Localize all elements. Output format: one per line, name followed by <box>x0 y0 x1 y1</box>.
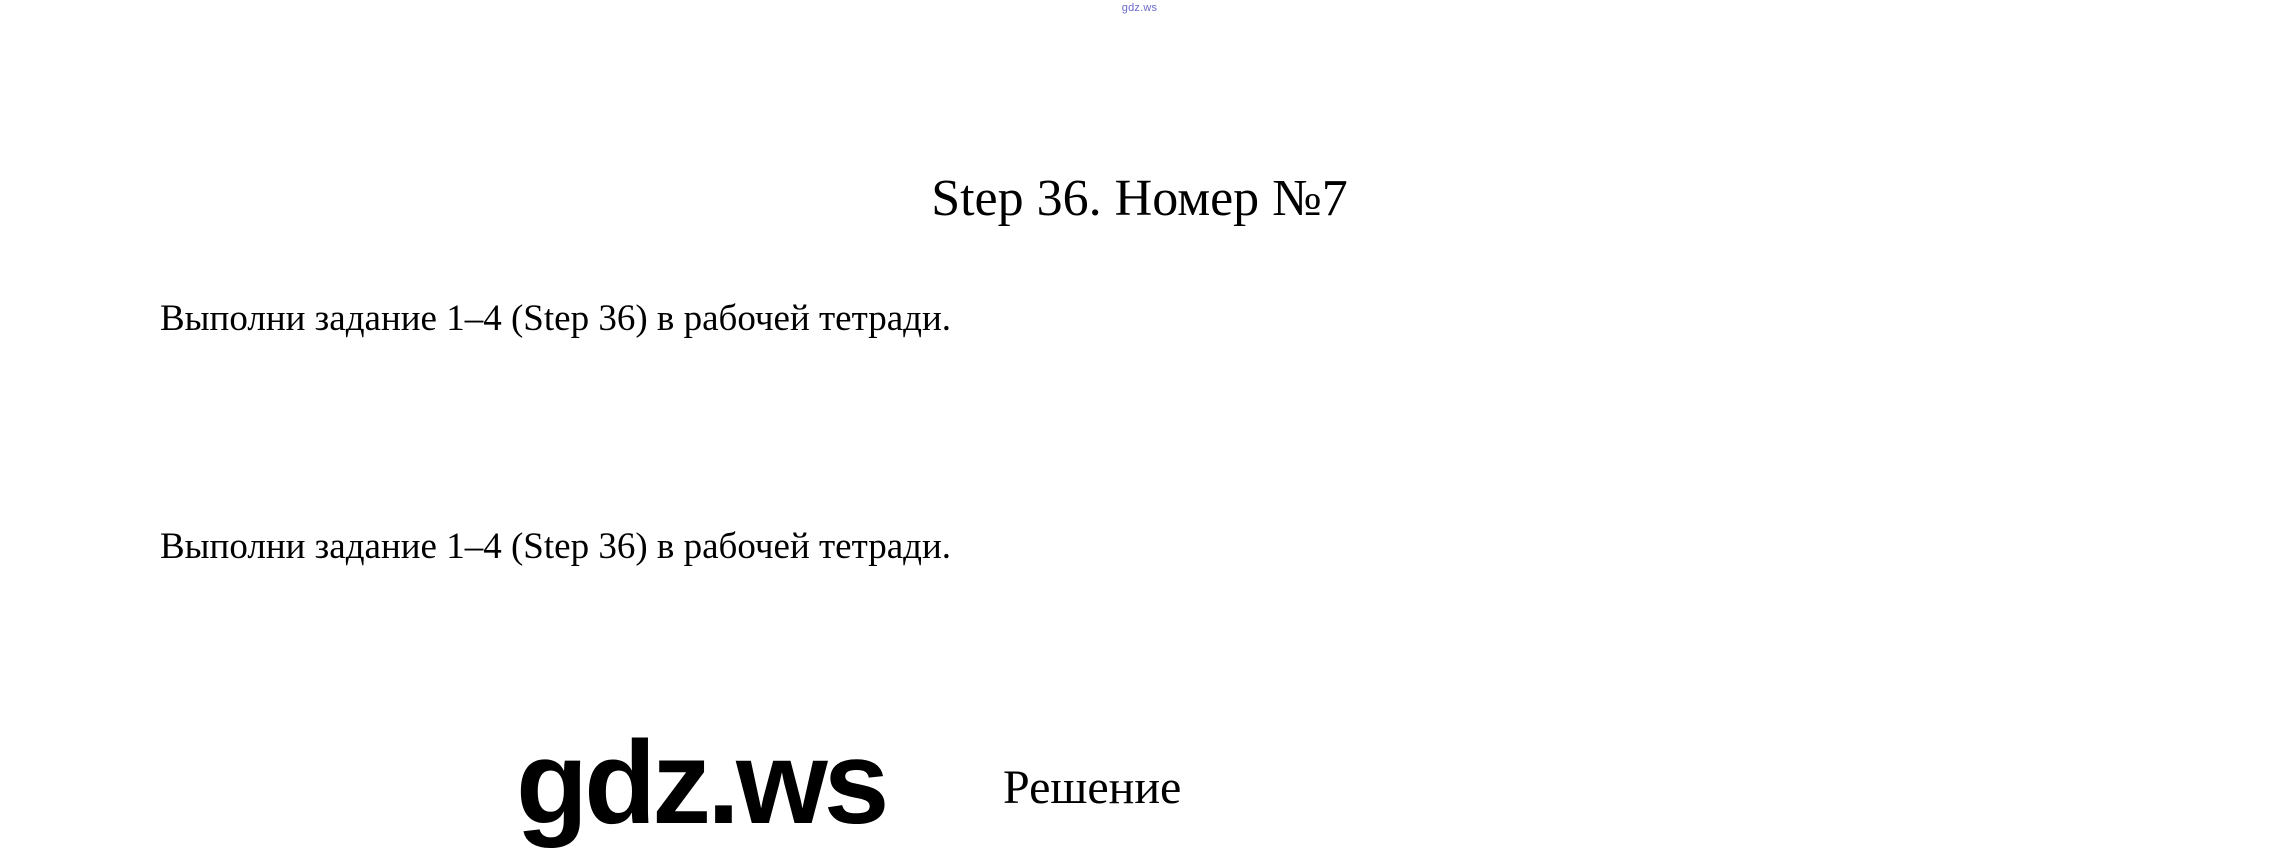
solution-body-text: Выполни задание 1–4 (Step 36) в рабочей тетради. <box>160 526 952 567</box>
top-watermark-text: gdz.ws <box>1121 2 1158 14</box>
solution-heading: Решение <box>1003 761 1182 814</box>
task-statement-text: Выполни задание 1–4 (Step 36) в рабочей тетради. <box>160 298 952 339</box>
gdz-watermark-text: gdz.ws <box>516 717 886 849</box>
page-title: Step 36. Номер №7 <box>931 170 1348 227</box>
